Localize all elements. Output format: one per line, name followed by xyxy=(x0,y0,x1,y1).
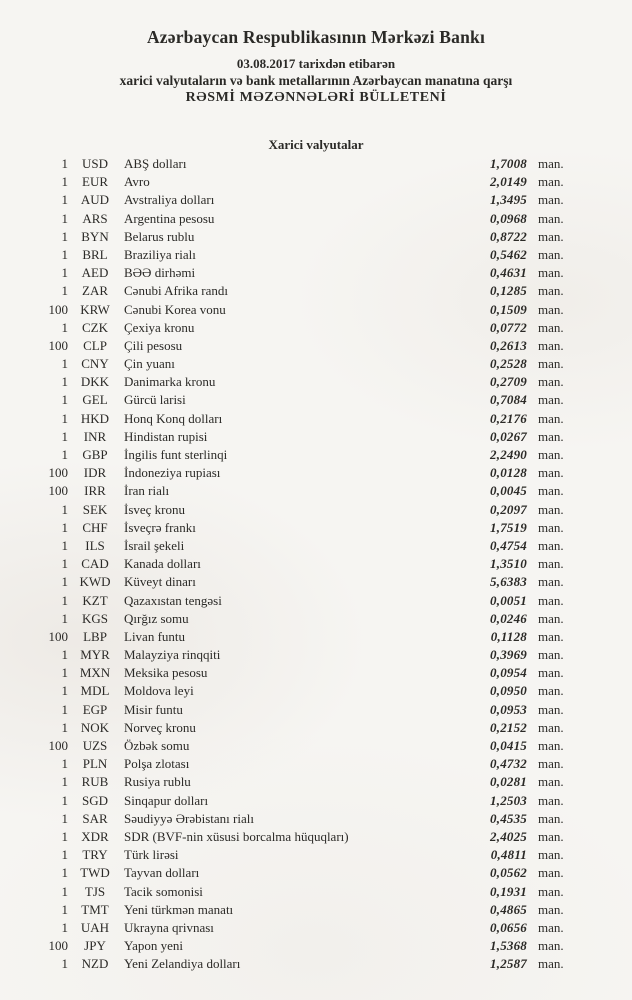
unit-cell: man. xyxy=(538,246,564,262)
currency-code-cell: BYN xyxy=(81,228,109,244)
rate-row xyxy=(0,737,632,755)
currency-code-cell: CLP xyxy=(83,337,107,353)
quantity-cell: 100 xyxy=(48,301,68,317)
currency-name-cell: Tayvan dolları xyxy=(124,865,200,881)
currency-name-cell: İndoneziya rupiası xyxy=(124,465,221,481)
quantity-cell: 1 xyxy=(61,956,68,972)
quantity-cell: 1 xyxy=(61,265,68,281)
rate-value-cell: 0,4535 xyxy=(490,810,527,826)
unit-cell: man. xyxy=(538,428,564,444)
quantity-cell: 1 xyxy=(61,283,68,299)
rate-row xyxy=(0,391,632,409)
currency-name-cell: Cənubi Korea vonu xyxy=(124,301,226,317)
rate-row xyxy=(0,282,632,300)
currency-name-cell: Küveyt dinarı xyxy=(124,574,196,590)
rate-row xyxy=(0,155,632,173)
currency-name-cell: Braziliya rialı xyxy=(124,246,196,262)
currency-code-cell: UZS xyxy=(82,738,108,753)
rate-row xyxy=(0,555,632,573)
unit-cell: man. xyxy=(538,701,564,717)
rate-row xyxy=(0,810,632,828)
currency-name-cell: Yapon yeni xyxy=(124,938,183,954)
rate-row xyxy=(0,264,632,282)
currency-code-cell: TWD xyxy=(80,865,110,881)
rate-value-cell: 0,5462 xyxy=(490,246,527,262)
currency-code-cell: UAH xyxy=(80,919,110,935)
rate-value-cell: 1,7008 xyxy=(490,156,527,171)
rate-row xyxy=(0,664,632,682)
rate-row xyxy=(0,210,632,228)
unit-cell: man. xyxy=(538,483,564,499)
rate-value-cell: 0,0267 xyxy=(490,428,527,444)
quantity-cell: 1 xyxy=(61,610,68,626)
currency-code-cell: GBP xyxy=(82,447,108,462)
unit-cell: man. xyxy=(538,519,564,535)
rate-value-cell: 0,1931 xyxy=(490,883,527,899)
currency-name-cell: İsveç kronu xyxy=(124,501,186,517)
quantity-cell: 1 xyxy=(61,174,68,190)
quantity-cell: 1 xyxy=(61,156,68,171)
currency-code-cell: MXN xyxy=(79,665,111,681)
currency-name-cell: Honq Konq dolları xyxy=(124,410,223,426)
rate-value-cell: 2,2490 xyxy=(490,447,527,462)
currency-code-cell: BRL xyxy=(82,246,108,262)
rate-value-cell: 2,4025 xyxy=(490,828,527,844)
currency-code-cell: MYR xyxy=(80,647,110,663)
currency-name-cell: Livan funtu xyxy=(124,628,186,644)
currency-code-cell: ZAR xyxy=(82,283,108,299)
rate-value-cell: 5,6383 xyxy=(490,574,527,590)
unit-cell: man. xyxy=(538,956,564,972)
currency-code-cell: TRY xyxy=(82,847,108,863)
currency-name-cell: Qazaxıstan tengəsi xyxy=(124,592,222,608)
currency-name-cell: ABŞ dolları xyxy=(124,156,187,171)
currency-name-cell: Kanada dolları xyxy=(124,556,201,572)
currency-code-cell: SEK xyxy=(82,501,108,517)
currency-name-cell: Moldova leyi xyxy=(124,683,194,699)
unit-cell: man. xyxy=(538,537,564,553)
quantity-cell: 1 xyxy=(61,665,68,681)
quantity-cell: 1 xyxy=(61,574,68,590)
quantity-cell: 1 xyxy=(61,374,68,390)
quantity-cell: 1 xyxy=(61,719,68,735)
rate-value-cell: 1,5368 xyxy=(490,938,527,954)
unit-cell: man. xyxy=(538,374,564,390)
rate-row xyxy=(0,955,632,973)
rate-value-cell: 0,7084 xyxy=(490,392,527,408)
currency-name-cell: Avro xyxy=(124,174,150,190)
unit-cell: man. xyxy=(538,647,564,663)
rate-value-cell: 0,0968 xyxy=(490,210,527,226)
currency-code-cell: KRW xyxy=(80,301,110,317)
quantity-cell: 1 xyxy=(61,828,68,844)
currency-name-cell: Sinqapur dolları xyxy=(124,792,209,808)
currency-code-cell: USD xyxy=(81,156,108,171)
unit-cell: man. xyxy=(538,792,564,808)
currency-name-cell: Malayziya rinqqiti xyxy=(124,647,221,663)
currency-name-cell: BƏƏ dirhəmi xyxy=(124,265,196,281)
unit-cell: man. xyxy=(538,865,564,881)
rate-row xyxy=(0,191,632,209)
currency-code-cell: KZT xyxy=(82,592,108,608)
rate-row xyxy=(0,446,632,464)
quantity-cell: 1 xyxy=(61,447,68,462)
unit-cell: man. xyxy=(538,465,564,481)
currency-code-cell: KWD xyxy=(79,574,111,590)
rate-value-cell: 0,2152 xyxy=(490,719,527,735)
currency-code-cell: ARS xyxy=(82,210,108,226)
unit-cell: man. xyxy=(538,265,564,281)
unit-cell: man. xyxy=(538,628,564,644)
rate-row xyxy=(0,464,632,482)
currency-code-cell: KGS xyxy=(81,610,108,626)
quantity-cell: 1 xyxy=(61,519,68,535)
unit-cell: man. xyxy=(538,883,564,899)
rate-row xyxy=(0,410,632,428)
rate-value-cell: 0,0045 xyxy=(490,483,527,499)
currency-name-cell: Ukrayna qrivnası xyxy=(124,919,214,935)
rate-value-cell: 0,2176 xyxy=(490,410,527,426)
rate-value-cell: 0,1128 xyxy=(490,628,527,644)
currency-name-cell: Türk lirəsi xyxy=(124,847,179,863)
rate-value-cell: 1,3510 xyxy=(490,556,527,572)
unit-cell: man. xyxy=(538,337,564,353)
rate-row xyxy=(0,828,632,846)
currency-code-cell: LBP xyxy=(83,628,107,644)
currency-code-cell: CZK xyxy=(82,319,108,335)
rate-row xyxy=(0,846,632,864)
currency-code-cell: TJS xyxy=(84,883,106,899)
currency-name-cell: Səudiyyə Ərəbistanı rialı xyxy=(124,810,254,826)
unit-cell: man. xyxy=(538,938,564,954)
currency-code-cell: JPY xyxy=(84,938,106,954)
unit-cell: man. xyxy=(538,319,564,335)
quantity-cell: 1 xyxy=(61,392,68,408)
rate-row xyxy=(0,573,632,591)
rate-value-cell: 0,0562 xyxy=(490,865,527,881)
rate-value-cell: 0,2528 xyxy=(490,356,527,372)
rate-value-cell: 0,1509 xyxy=(490,301,527,317)
currency-name-cell: Norveç kronu xyxy=(124,719,196,735)
bulletin-title: RƏSMİ MƏZƏNNƏLƏRİ BÜLLETENİ xyxy=(185,90,447,105)
currency-name-cell: Hindistan rupisi xyxy=(124,428,208,444)
currency-code-cell: NZD xyxy=(81,956,109,972)
currency-name-cell: SDR (BVF-nin xüsusi borcalma hüquqları) xyxy=(124,828,349,844)
quantity-cell: 1 xyxy=(61,901,68,917)
quantity-cell: 1 xyxy=(61,192,68,208)
rate-value-cell: 0,4732 xyxy=(490,756,527,772)
quantity-cell: 1 xyxy=(61,246,68,262)
unit-cell: man. xyxy=(538,756,564,772)
currency-name-cell: İsrail şekeli xyxy=(124,537,185,553)
rate-row xyxy=(0,610,632,628)
currency-code-cell: PLN xyxy=(82,756,108,772)
currency-name-cell: İsveçrə frankı xyxy=(124,519,196,535)
rate-row xyxy=(0,628,632,646)
quantity-cell: 1 xyxy=(61,810,68,826)
currency-code-cell: CAD xyxy=(81,556,109,572)
quantity-cell: 100 xyxy=(48,738,68,753)
currency-name-cell: Çin yuanı xyxy=(124,356,175,372)
currency-name-cell: Argentina pesosu xyxy=(124,210,215,226)
quantity-cell: 100 xyxy=(48,938,68,954)
quantity-cell: 1 xyxy=(61,847,68,863)
rate-value-cell: 0,4754 xyxy=(490,537,527,553)
quantity-cell: 1 xyxy=(61,356,68,372)
rate-value-cell: 0,4811 xyxy=(490,847,527,863)
rate-value-cell: 0,0281 xyxy=(490,774,527,790)
unit-cell: man. xyxy=(538,356,564,372)
rate-value-cell: 1,3495 xyxy=(490,192,527,208)
unit-cell: man. xyxy=(538,574,564,590)
unit-cell: man. xyxy=(538,810,564,826)
section-title-foreign-currencies: Xarici valyutalar xyxy=(268,137,364,152)
currency-code-cell: EGP xyxy=(82,701,108,717)
currency-code-cell: CNY xyxy=(81,356,109,372)
rate-value-cell: 2,0149 xyxy=(490,174,527,190)
rate-row xyxy=(0,228,632,246)
rate-value-cell: 0,0246 xyxy=(490,610,527,626)
currency-code-cell: CHF xyxy=(82,519,108,535)
unit-cell: man. xyxy=(538,847,564,863)
currency-code-cell: HKD xyxy=(80,410,110,426)
currency-name-cell: Cənubi Afrika randı xyxy=(124,283,228,299)
rate-row xyxy=(0,519,632,537)
rate-row xyxy=(0,646,632,664)
rate-value-cell: 0,4631 xyxy=(490,265,527,281)
unit-cell: man. xyxy=(538,392,564,408)
bulletin-header xyxy=(0,27,632,107)
currency-name-cell: Gürcü larisi xyxy=(124,392,186,408)
rate-row xyxy=(0,919,632,937)
quantity-cell: 1 xyxy=(61,228,68,244)
rate-value-cell: 1,7519 xyxy=(490,519,527,535)
rate-value-cell: 0,2097 xyxy=(490,501,527,517)
rate-value-cell: 0,0656 xyxy=(490,919,527,935)
rate-row xyxy=(0,755,632,773)
currency-code-cell: EUR xyxy=(82,174,108,190)
unit-cell: man. xyxy=(538,919,564,935)
rate-value-cell: 0,3969 xyxy=(490,647,527,663)
quantity-cell: 1 xyxy=(61,756,68,772)
currency-code-cell: SAR xyxy=(82,810,108,826)
currency-code-cell: GEL xyxy=(82,392,108,408)
rate-value-cell: 0,1285 xyxy=(490,283,527,299)
currency-name-cell: İran rialı xyxy=(124,483,170,499)
quantity-cell: 1 xyxy=(61,501,68,517)
currency-code-cell: DKK xyxy=(80,374,110,390)
unit-cell: man. xyxy=(538,283,564,299)
quantity-cell: 1 xyxy=(61,428,68,444)
quantity-cell: 1 xyxy=(61,537,68,553)
currency-code-cell: NOK xyxy=(80,719,110,735)
currency-code-cell: ILS xyxy=(85,537,105,553)
rate-row xyxy=(0,301,632,319)
unit-cell: man. xyxy=(538,301,564,317)
currency-code-cell: RUB xyxy=(81,774,109,790)
rate-value-cell: 1,2587 xyxy=(490,956,527,972)
unit-cell: man. xyxy=(538,592,564,608)
currency-code-cell: MDL xyxy=(80,683,110,699)
effective-date-line: 03.08.2017 tarixdən etibarən xyxy=(236,56,396,71)
rate-value-cell: 0,2709 xyxy=(490,374,527,390)
currency-name-cell: Özbək somu xyxy=(124,738,190,753)
rate-value-cell: 0,4865 xyxy=(490,901,527,917)
currency-code-cell: TMT xyxy=(81,901,109,917)
currency-name-cell: Yeni Zelandiya dolları xyxy=(124,956,241,972)
unit-cell: man. xyxy=(538,228,564,244)
rate-row xyxy=(0,719,632,737)
unit-cell: man. xyxy=(538,156,564,171)
rate-row xyxy=(0,682,632,700)
currency-name-cell: Meksika pesosu xyxy=(124,665,208,681)
quantity-cell: 1 xyxy=(61,701,68,717)
currency-name-cell: Danimarka kronu xyxy=(124,374,216,390)
quantity-cell: 1 xyxy=(61,647,68,663)
currency-name-cell: Polşa zlotası xyxy=(124,756,190,772)
rates-table-body xyxy=(0,155,632,973)
currency-name-cell: İngilis funt sterlinqi xyxy=(124,447,228,462)
unit-cell: man. xyxy=(538,610,564,626)
unit-cell: man. xyxy=(538,774,564,790)
unit-cell: man. xyxy=(538,738,564,753)
currency-code-cell: AUD xyxy=(80,192,110,208)
rate-row xyxy=(0,701,632,719)
quantity-cell: 100 xyxy=(48,465,68,481)
currency-name-cell: Qırğız somu xyxy=(124,610,189,626)
unit-cell: man. xyxy=(538,410,564,426)
bank-name: Azərbaycan Respublikasının Mərkəzi Bankı xyxy=(146,27,486,47)
quantity-cell: 1 xyxy=(61,792,68,808)
currency-name-cell: Belarus rublu xyxy=(124,228,195,244)
rate-row xyxy=(0,246,632,264)
rate-value-cell: 0,0051 xyxy=(490,592,527,608)
rate-row xyxy=(0,428,632,446)
rate-value-cell: 0,0128 xyxy=(490,465,527,481)
rate-row xyxy=(0,173,632,191)
quantity-cell: 100 xyxy=(48,337,68,353)
unit-cell: man. xyxy=(538,192,564,208)
rate-row xyxy=(0,537,632,555)
rate-value-cell: 1,2503 xyxy=(490,792,527,808)
currency-code-cell: INR xyxy=(83,428,107,444)
quantity-cell: 1 xyxy=(61,883,68,899)
currency-name-cell: Çili pesosu xyxy=(124,337,183,353)
quantity-cell: 1 xyxy=(61,919,68,935)
rate-value-cell: 0,0953 xyxy=(490,701,527,717)
rate-row xyxy=(0,592,632,610)
unit-cell: man. xyxy=(538,447,564,462)
quantity-cell: 1 xyxy=(61,865,68,881)
rate-row xyxy=(0,355,632,373)
unit-cell: man. xyxy=(538,501,564,517)
rate-row xyxy=(0,792,632,810)
unit-cell: man. xyxy=(538,210,564,226)
unit-cell: man. xyxy=(538,556,564,572)
rate-value-cell: 0,0950 xyxy=(490,683,527,699)
rate-row xyxy=(0,337,632,355)
unit-cell: man. xyxy=(538,828,564,844)
quantity-cell: 1 xyxy=(61,774,68,790)
quantity-cell: 1 xyxy=(61,319,68,335)
rate-row xyxy=(0,901,632,919)
quantity-cell: 1 xyxy=(61,410,68,426)
rate-row xyxy=(0,319,632,337)
quantity-cell: 100 xyxy=(48,628,68,644)
currency-code-cell: IRR xyxy=(84,483,106,499)
currency-code-cell: AED xyxy=(81,265,109,281)
quantity-cell: 100 xyxy=(48,483,68,499)
rate-value-cell: 0,0415 xyxy=(490,738,527,753)
currency-name-cell: Avstraliya dolları xyxy=(124,192,215,208)
unit-cell: man. xyxy=(538,901,564,917)
quantity-cell: 1 xyxy=(61,210,68,226)
rate-value-cell: 0,0954 xyxy=(490,665,527,681)
rate-row xyxy=(0,864,632,882)
currency-name-cell: Rusiya rublu xyxy=(124,774,191,790)
rate-row xyxy=(0,773,632,791)
currency-name-cell: Yeni türkmən manatı xyxy=(124,901,234,917)
currency-code-cell: SGD xyxy=(81,792,108,808)
quantity-cell: 1 xyxy=(61,683,68,699)
quantity-cell: 1 xyxy=(61,592,68,608)
currency-name-cell: Tacik somonisi xyxy=(124,883,203,899)
rate-row xyxy=(0,883,632,901)
rate-row xyxy=(0,482,632,500)
subject-line: xarici valyutaların və bank metallarının Azərbaycan manatına qarşı xyxy=(119,73,513,88)
rate-value-cell: 0,2613 xyxy=(490,337,527,353)
rate-row xyxy=(0,373,632,391)
unit-cell: man. xyxy=(538,174,564,190)
rate-value-cell: 0,0772 xyxy=(490,319,527,335)
currency-name-cell: Misir funtu xyxy=(124,701,183,717)
currency-code-cell: IDR xyxy=(83,465,107,481)
quantity-cell: 1 xyxy=(61,556,68,572)
unit-cell: man. xyxy=(538,665,564,681)
rate-row xyxy=(0,937,632,955)
rate-row xyxy=(0,501,632,519)
currency-name-cell: Çexiya kronu xyxy=(124,319,195,335)
currency-code-cell: XDR xyxy=(81,828,109,844)
rate-value-cell: 0,8722 xyxy=(490,228,527,244)
unit-cell: man. xyxy=(538,683,564,699)
unit-cell: man. xyxy=(538,719,564,735)
